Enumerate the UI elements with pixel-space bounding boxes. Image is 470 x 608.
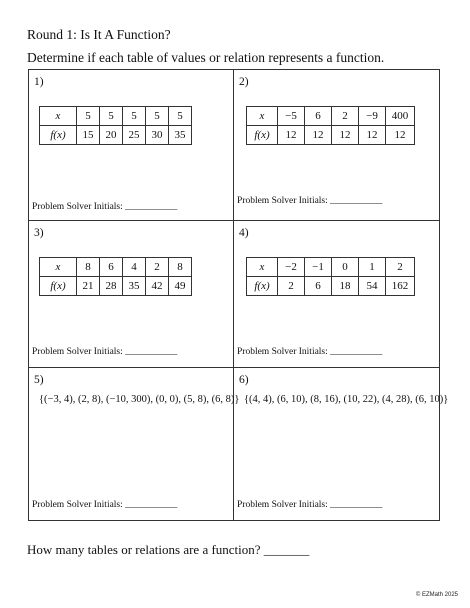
x-value: 5 — [123, 107, 146, 126]
x-value: −9 — [359, 107, 386, 126]
x-value: 6 — [100, 258, 123, 277]
x-value: −1 — [305, 258, 332, 277]
y-header: f(x) — [247, 277, 278, 296]
initials-line: Problem Solver Initials: ___________ — [237, 500, 383, 510]
y-value: 162 — [386, 277, 415, 296]
y-value: 35 — [169, 126, 192, 145]
round-title: Round 1: Is It A Function? — [27, 27, 171, 42]
x-value: −2 — [278, 258, 305, 277]
problem-6 — [234, 368, 449, 520]
y-value: 12 — [332, 126, 359, 145]
problem-4 — [234, 221, 439, 368]
x-value: 400 — [386, 107, 415, 126]
y-value: 28 — [100, 277, 123, 296]
y-value: 21 — [77, 277, 100, 296]
problem-number: 2) — [239, 76, 249, 88]
x-value: 2 — [386, 258, 415, 277]
x-value: 6 — [305, 107, 332, 126]
initials-line: Problem Solver Initials: ___________ — [32, 347, 178, 357]
y-value: 12 — [386, 126, 415, 145]
y-value: 35 — [123, 277, 146, 296]
y-header: f(x) — [247, 126, 278, 145]
problem-3 — [29, 221, 234, 368]
y-value: 25 — [123, 126, 146, 145]
x-value: 5 — [169, 107, 192, 126]
initials-line: Problem Solver Initials: ___________ — [32, 500, 178, 510]
relation-set: {(−3, 4), (2, 8), (−10, 300), (0, 0), (5, 8), (6, 8)} — [39, 394, 240, 405]
y-value: 30 — [146, 126, 169, 145]
x-value: 2 — [146, 258, 169, 277]
problem-5 — [29, 368, 240, 520]
y-row — [247, 126, 415, 145]
x-value: 5 — [146, 107, 169, 126]
initials-line: Problem Solver Initials: ___________ — [32, 202, 178, 212]
y-value: 49 — [169, 277, 192, 296]
initials-line: Problem Solver Initials: ___________ — [237, 347, 383, 357]
x-value: 5 — [77, 107, 100, 126]
y-value: 18 — [332, 277, 359, 296]
x-value: 5 — [100, 107, 123, 126]
x-value: 0 — [332, 258, 359, 277]
x-row — [247, 107, 415, 126]
x-row — [40, 107, 192, 126]
y-value: 12 — [359, 126, 386, 145]
x-value: −5 — [278, 107, 305, 126]
y-value: 20 — [100, 126, 123, 145]
x-value: 1 — [359, 258, 386, 277]
values-table — [39, 257, 192, 296]
x-row — [247, 258, 415, 277]
summary-question: How many tables or relations are a function? _______ — [27, 542, 310, 557]
x-header: x — [247, 258, 278, 277]
y-value: 12 — [278, 126, 305, 145]
y-value: 12 — [305, 126, 332, 145]
y-row — [40, 277, 192, 296]
values-table — [246, 106, 415, 145]
x-value: 2 — [332, 107, 359, 126]
y-value: 15 — [77, 126, 100, 145]
values-table — [246, 257, 415, 296]
instructions: Determine if each table of values or relation represents a function. — [27, 50, 385, 65]
y-row — [247, 277, 415, 296]
x-header: x — [40, 107, 77, 126]
x-row — [40, 258, 192, 277]
y-value: 42 — [146, 277, 169, 296]
y-header: f(x) — [40, 277, 77, 296]
y-row — [40, 126, 192, 145]
problem-number: 4) — [239, 227, 249, 239]
values-table — [39, 106, 192, 145]
problem-number: 6) — [239, 374, 249, 386]
problem-1 — [29, 70, 234, 221]
x-value: 8 — [169, 258, 192, 277]
initials-line: Problem Solver Initials: ___________ — [237, 196, 383, 206]
x-value: 4 — [123, 258, 146, 277]
y-value: 54 — [359, 277, 386, 296]
problem-grid — [28, 69, 449, 521]
y-value: 6 — [305, 277, 332, 296]
x-header: x — [40, 258, 77, 277]
problem-number: 5) — [34, 374, 44, 386]
y-value: 2 — [278, 277, 305, 296]
relation-set: {(4, 4), (6, 10), (8, 16), (10, 22), (4, 28), (6, 10)} — [244, 394, 449, 405]
x-value: 8 — [77, 258, 100, 277]
problem-2 — [234, 70, 439, 221]
problem-number: 1) — [34, 76, 44, 88]
copyright: © EZMath 2025 — [415, 592, 458, 598]
problem-number: 3) — [34, 227, 44, 239]
y-header: f(x) — [40, 126, 77, 145]
x-header: x — [247, 107, 278, 126]
